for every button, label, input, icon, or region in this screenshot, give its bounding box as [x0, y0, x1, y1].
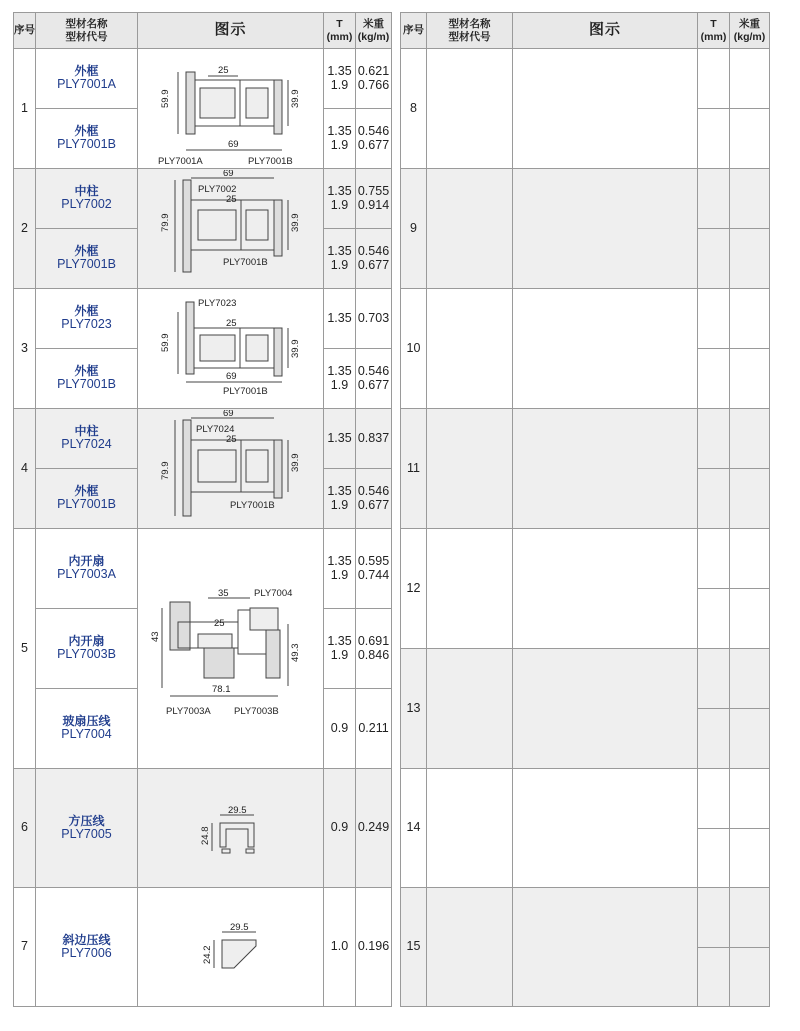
svg-text:PLY7001B: PLY7001B: [223, 256, 268, 268]
svg-text:78.1: 78.1: [212, 683, 231, 695]
thickness-cell: 1.35: [324, 409, 356, 469]
weight-cell: 0.546 0.677: [356, 349, 392, 409]
row-number: 1: [14, 49, 36, 169]
row-number: 2: [14, 169, 36, 289]
weight-cell: [730, 829, 770, 888]
thickness-cell: 1.35 1.9: [324, 469, 356, 529]
thickness-cell: [698, 709, 730, 769]
weight-cell: 0.249: [356, 769, 392, 888]
thickness-cell: [698, 289, 730, 349]
right-table: [400, 12, 770, 1007]
weight-cell: [730, 49, 770, 109]
profile-name-cell: 外框 PLY7023: [36, 289, 138, 349]
profile-figure-3: [138, 289, 324, 409]
thickness-cell: 1.0: [324, 888, 356, 1007]
weight-cell: 0.546 0.677: [356, 469, 392, 529]
svg-text:25: 25: [226, 193, 237, 205]
profile-figure-11: [513, 409, 698, 529]
profile-name-cell: 内开扇 PLY7003B: [36, 609, 138, 689]
row-number: 12: [401, 529, 427, 649]
thickness-cell: 1.35 1.9: [324, 609, 356, 689]
profile-figure-15: [513, 888, 698, 1007]
svg-text:PLY7003A: PLY7003A: [166, 705, 211, 717]
row-number: 6: [14, 769, 36, 888]
profile-drawing-6: [138, 769, 323, 887]
svg-text:39.9: 39.9: [290, 213, 301, 232]
svg-text:43: 43: [150, 630, 161, 642]
row-number: 8: [401, 49, 427, 169]
weight-cell: [730, 769, 770, 829]
weight-cell: 0.691 0.846: [356, 609, 392, 689]
profile-figure-1: [138, 49, 324, 169]
profile-drawing-4: [138, 410, 323, 528]
table-row: [401, 409, 770, 469]
header-t: T (mm): [324, 13, 356, 49]
weight-cell: [730, 109, 770, 169]
profile-name-cell: [427, 649, 513, 769]
svg-text:PLY7024: PLY7024: [196, 423, 235, 435]
thickness-cell: [698, 349, 730, 409]
svg-text:PLY7001A: PLY7001A: [158, 155, 203, 167]
profile-drawing-2: [138, 170, 323, 288]
profile-figure-7: [138, 888, 324, 1007]
row-number: 9: [401, 169, 427, 289]
weight-cell: [730, 649, 770, 709]
thickness-cell: 1.35: [324, 289, 356, 349]
profile-figure-8: [513, 49, 698, 169]
row-number: 15: [401, 888, 427, 1007]
svg-text:PLY7003B: PLY7003B: [234, 705, 279, 717]
header-figure: 图示: [138, 13, 324, 49]
weight-cell: 0.196: [356, 888, 392, 1007]
row-number: 14: [401, 769, 427, 888]
thickness-cell: 1.35 1.9: [324, 49, 356, 109]
thickness-cell: [698, 649, 730, 709]
svg-text:25: 25: [226, 317, 237, 329]
svg-text:29.5: 29.5: [230, 922, 249, 933]
row-number: 13: [401, 649, 427, 769]
svg-text:25: 25: [226, 433, 237, 445]
thickness-cell: [698, 888, 730, 948]
weight-cell: [730, 169, 770, 229]
right-header-row: [401, 13, 770, 49]
svg-text:39.9: 39.9: [290, 453, 301, 472]
profile-name-cell: 内开扇 PLY7003A: [36, 529, 138, 609]
profile-name-cell: 外框 PLY7001B: [36, 109, 138, 169]
table-row: [401, 529, 770, 589]
profile-figure-5: [138, 529, 324, 769]
svg-text:25: 25: [214, 617, 225, 629]
profile-name-cell: [427, 769, 513, 888]
weight-cell: 0.595 0.744: [356, 529, 392, 609]
profile-drawing-7: [138, 888, 323, 1006]
profile-figure-2: [138, 169, 324, 289]
thickness-cell: [698, 589, 730, 649]
profile-name-cell: 玻扇压线 PLY7004: [36, 689, 138, 769]
table-row: [14, 888, 392, 1007]
svg-text:39.9: 39.9: [290, 89, 301, 108]
profile-name-cell: 中柱 PLY7002: [36, 169, 138, 229]
table-row: [401, 649, 770, 709]
profile-name-cell: [427, 169, 513, 289]
header-t: T (mm): [698, 13, 730, 49]
weight-cell: [730, 469, 770, 529]
weight-cell: 0.546 0.677: [356, 229, 392, 289]
svg-text:24.8: 24.8: [200, 826, 211, 845]
weight-cell: [730, 289, 770, 349]
thickness-cell: [698, 469, 730, 529]
header-figure: 图示: [513, 13, 698, 49]
row-number: 7: [14, 888, 36, 1007]
svg-text:PLY7004: PLY7004: [254, 587, 293, 599]
profile-figure-6: [138, 769, 324, 888]
thickness-cell: [698, 829, 730, 888]
thickness-cell: [698, 769, 730, 829]
weight-cell: [730, 349, 770, 409]
table-row: [401, 769, 770, 829]
thickness-cell: 0.9: [324, 689, 356, 769]
header-no: 序号: [14, 13, 36, 49]
profile-drawing-5: [138, 530, 323, 768]
table-row: [14, 529, 392, 609]
svg-text:PLY7001B: PLY7001B: [248, 155, 293, 167]
profile-name-cell: 方压线 PLY7005: [36, 769, 138, 888]
table-row: [14, 49, 392, 109]
profile-name-cell: 中柱 PLY7024: [36, 409, 138, 469]
svg-text:69: 69: [226, 370, 237, 382]
thickness-cell: [698, 109, 730, 169]
thickness-cell: [698, 409, 730, 469]
thickness-cell: 0.9: [324, 769, 356, 888]
profile-name-cell: 斜边压线 PLY7006: [36, 888, 138, 1007]
svg-text:35: 35: [218, 587, 229, 599]
svg-text:PLY7023: PLY7023: [198, 297, 237, 309]
thickness-cell: 1.35 1.9: [324, 109, 356, 169]
table-row: [14, 409, 392, 469]
svg-text:69: 69: [223, 409, 234, 419]
svg-text:25: 25: [218, 64, 229, 76]
table-row: [401, 289, 770, 349]
profile-name-cell: 外框 PLY7001B: [36, 349, 138, 409]
weight-cell: [730, 709, 770, 769]
row-number: 3: [14, 289, 36, 409]
svg-text:79.9: 79.9: [160, 213, 171, 232]
thickness-cell: [698, 529, 730, 589]
profile-drawing-1: [138, 50, 323, 168]
thickness-cell: [698, 229, 730, 289]
svg-text:69: 69: [228, 138, 239, 150]
thickness-cell: 1.35 1.9: [324, 529, 356, 609]
thickness-cell: 1.35 1.9: [324, 169, 356, 229]
profile-figure-12: [513, 529, 698, 649]
svg-text:69: 69: [223, 169, 234, 179]
header-weight: 米重 (kg/m): [730, 13, 770, 49]
profile-figure-9: [513, 169, 698, 289]
weight-cell: 0.703: [356, 289, 392, 349]
profile-name-cell: [427, 289, 513, 409]
svg-text:PLY7001B: PLY7001B: [223, 385, 268, 397]
profile-name-cell: 外框 PLY7001A: [36, 49, 138, 109]
left-table: [13, 12, 392, 1007]
svg-text:79.9: 79.9: [160, 461, 171, 480]
svg-text:49.3: 49.3: [290, 643, 301, 662]
thickness-cell: 1.35 1.9: [324, 349, 356, 409]
table-row: [14, 169, 392, 229]
weight-cell: [730, 888, 770, 948]
profile-name-cell: [427, 49, 513, 169]
profile-figure-14: [513, 769, 698, 888]
weight-cell: [730, 229, 770, 289]
svg-text:PLY7001B: PLY7001B: [230, 499, 275, 511]
profile-figure-4: [138, 409, 324, 529]
svg-text:24.2: 24.2: [202, 945, 213, 964]
profile-name-cell: [427, 888, 513, 1007]
thickness-cell: [698, 948, 730, 1007]
profile-name-cell: 外框 PLY7001B: [36, 229, 138, 289]
header-name: 型材名称 型材代号: [427, 13, 513, 49]
profile-figure-10: [513, 289, 698, 409]
thickness-cell: [698, 49, 730, 109]
weight-cell: 0.546 0.677: [356, 109, 392, 169]
profile-name-cell: 外框 PLY7001B: [36, 469, 138, 529]
thickness-cell: 1.35 1.9: [324, 229, 356, 289]
header-weight: 米重 (kg/m): [356, 13, 392, 49]
table-row: [14, 289, 392, 349]
weight-cell: [730, 529, 770, 589]
weight-cell: 0.211: [356, 689, 392, 769]
weight-cell: 0.837: [356, 409, 392, 469]
table-row: [14, 769, 392, 888]
svg-text:59.9: 59.9: [160, 89, 171, 108]
svg-text:39.9: 39.9: [290, 339, 301, 358]
row-number: 4: [14, 409, 36, 529]
table-row: [401, 49, 770, 109]
profile-name-cell: [427, 529, 513, 649]
row-number: 11: [401, 409, 427, 529]
table-row: [401, 169, 770, 229]
weight-cell: [730, 948, 770, 1007]
svg-text:PLY7002: PLY7002: [198, 183, 237, 195]
svg-text:29.5: 29.5: [228, 805, 247, 816]
left-header-row: [14, 13, 392, 49]
weight-cell: [730, 409, 770, 469]
weight-cell: 0.755 0.914: [356, 169, 392, 229]
row-number: 10: [401, 289, 427, 409]
profile-figure-13: [513, 649, 698, 769]
header-name: 型材名称 型材代号: [36, 13, 138, 49]
row-number: 5: [14, 529, 36, 769]
profile-drawing-3: [138, 290, 323, 408]
header-no: 序号: [401, 13, 427, 49]
weight-cell: [730, 589, 770, 649]
table-row: [401, 888, 770, 948]
thickness-cell: [698, 169, 730, 229]
weight-cell: 0.621 0.766: [356, 49, 392, 109]
profile-name-cell: [427, 409, 513, 529]
svg-text:59.9: 59.9: [160, 333, 171, 352]
